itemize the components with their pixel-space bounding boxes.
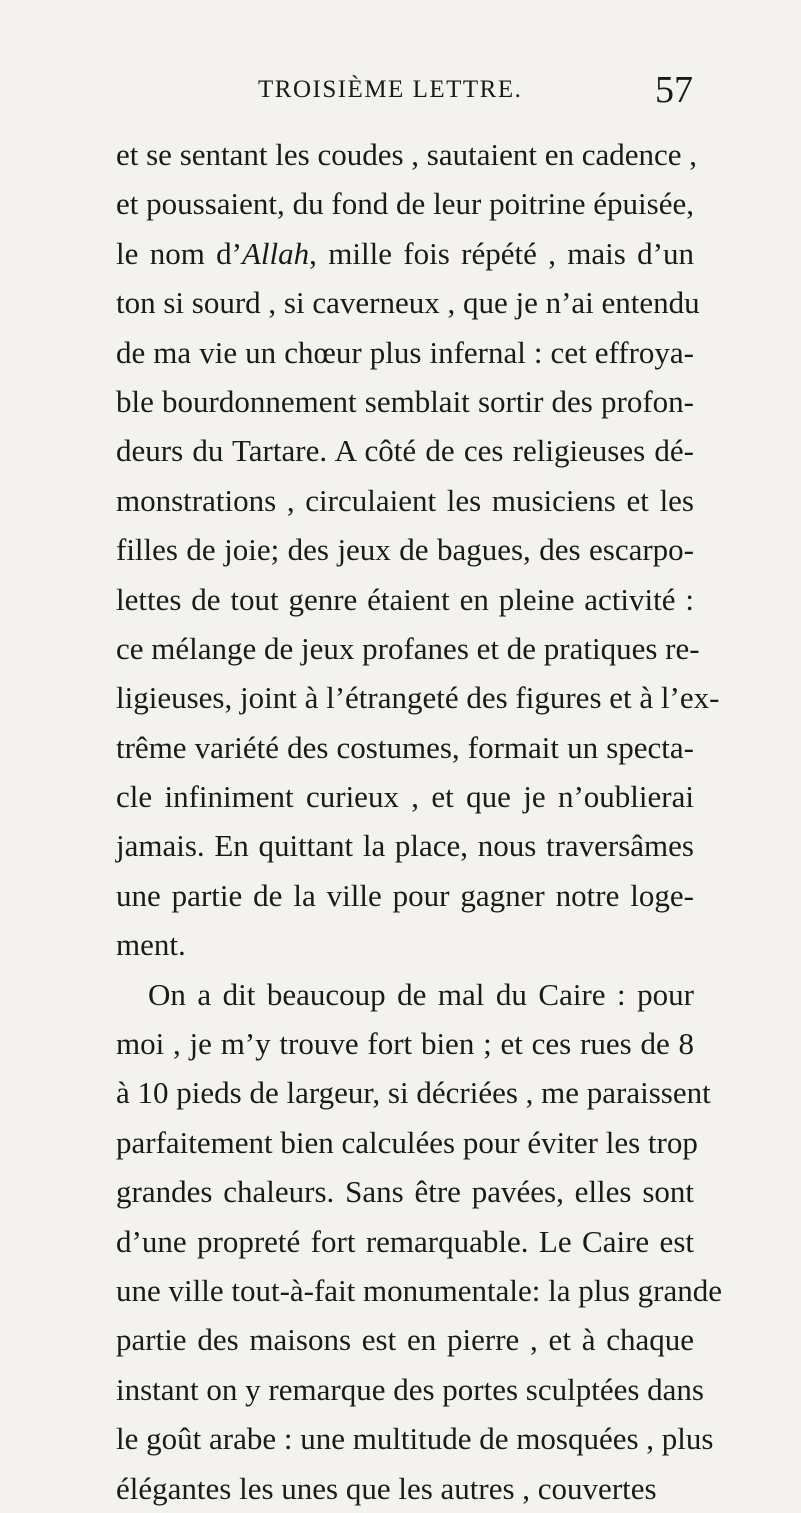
text-line: deurs du Tartare. A côté de ces religieuses dé- bbox=[116, 433, 694, 469]
text-line: instant on y remarque des portes sculptées dans bbox=[116, 1371, 704, 1407]
text-line: une ville tout-à-fait monumentale: la plus grande bbox=[116, 1272, 723, 1308]
text-line: ment. bbox=[116, 927, 186, 963]
text-line: élégantes les unes que les autres , couvertes bbox=[116, 1470, 657, 1506]
text-line: parfaitement bien calculées pour éviter les trop bbox=[116, 1124, 698, 1160]
text-line: et poussaient, du fond de leur poitrine épuisée, bbox=[116, 186, 694, 222]
text-line: moi , je m’y trouve fort bien ; et ces rues de 8 bbox=[116, 1026, 694, 1062]
text-line: une partie de la ville pour gagner notre loge- bbox=[116, 877, 694, 913]
text-line: et se sentant les coudes , sautaient en cadence , bbox=[116, 137, 698, 172]
text-line: le nom d’Allah, mille fois répété , mais d’un bbox=[116, 235, 695, 271]
text-line: à 10 pieds de largeur, si décriées , me paraissent bbox=[116, 1075, 711, 1111]
text-line: trême variété des costumes, formait un specta- bbox=[116, 729, 694, 765]
text-line: ce mélange de jeux profanes et de pratiques re- bbox=[116, 630, 700, 666]
text-line: ton si sourd , si caverneux , que je n’ai entendu bbox=[116, 285, 700, 321]
text-line: partie des maisons est en pierre , et à chaque bbox=[116, 1322, 694, 1358]
text-line: cle infiniment curieux , et que je n’oublierai bbox=[116, 779, 694, 815]
italic-word: Allah bbox=[242, 235, 310, 271]
text-line: le goût arabe : une multitude de mosquées , plus bbox=[116, 1421, 714, 1457]
text-line: ligieuses, joint à l’étrangeté des figures et à l’ex- bbox=[116, 680, 720, 716]
body-text bbox=[116, 130, 723, 1513]
text-line: d’une propreté fort remarquable. Le Caire est bbox=[116, 1223, 694, 1259]
text-line: de ma vie un chœur plus infernal : cet effroya- bbox=[116, 334, 694, 370]
running-title: TROISIÈME LETTRE. bbox=[258, 76, 523, 103]
running-head bbox=[118, 68, 693, 111]
text-line: monstrations , circulaient les musiciens et les bbox=[116, 482, 694, 518]
text-line: ble bourdonnement semblait sortir des profon- bbox=[116, 383, 694, 419]
text-line: filles de joie; des jeux de bagues, des escarpo- bbox=[116, 532, 694, 568]
text-line: On a dit beaucoup de mal du Caire : pour bbox=[148, 976, 694, 1012]
text-line: lettes de tout genre étaient en pleine activité : bbox=[116, 581, 694, 617]
text-line: grandes chaleurs. Sans être pavées, elles sont bbox=[116, 1174, 694, 1210]
page-number: 57 bbox=[655, 69, 693, 111]
text-line: jamais. En quittant la place, nous traversâmes bbox=[116, 828, 694, 864]
